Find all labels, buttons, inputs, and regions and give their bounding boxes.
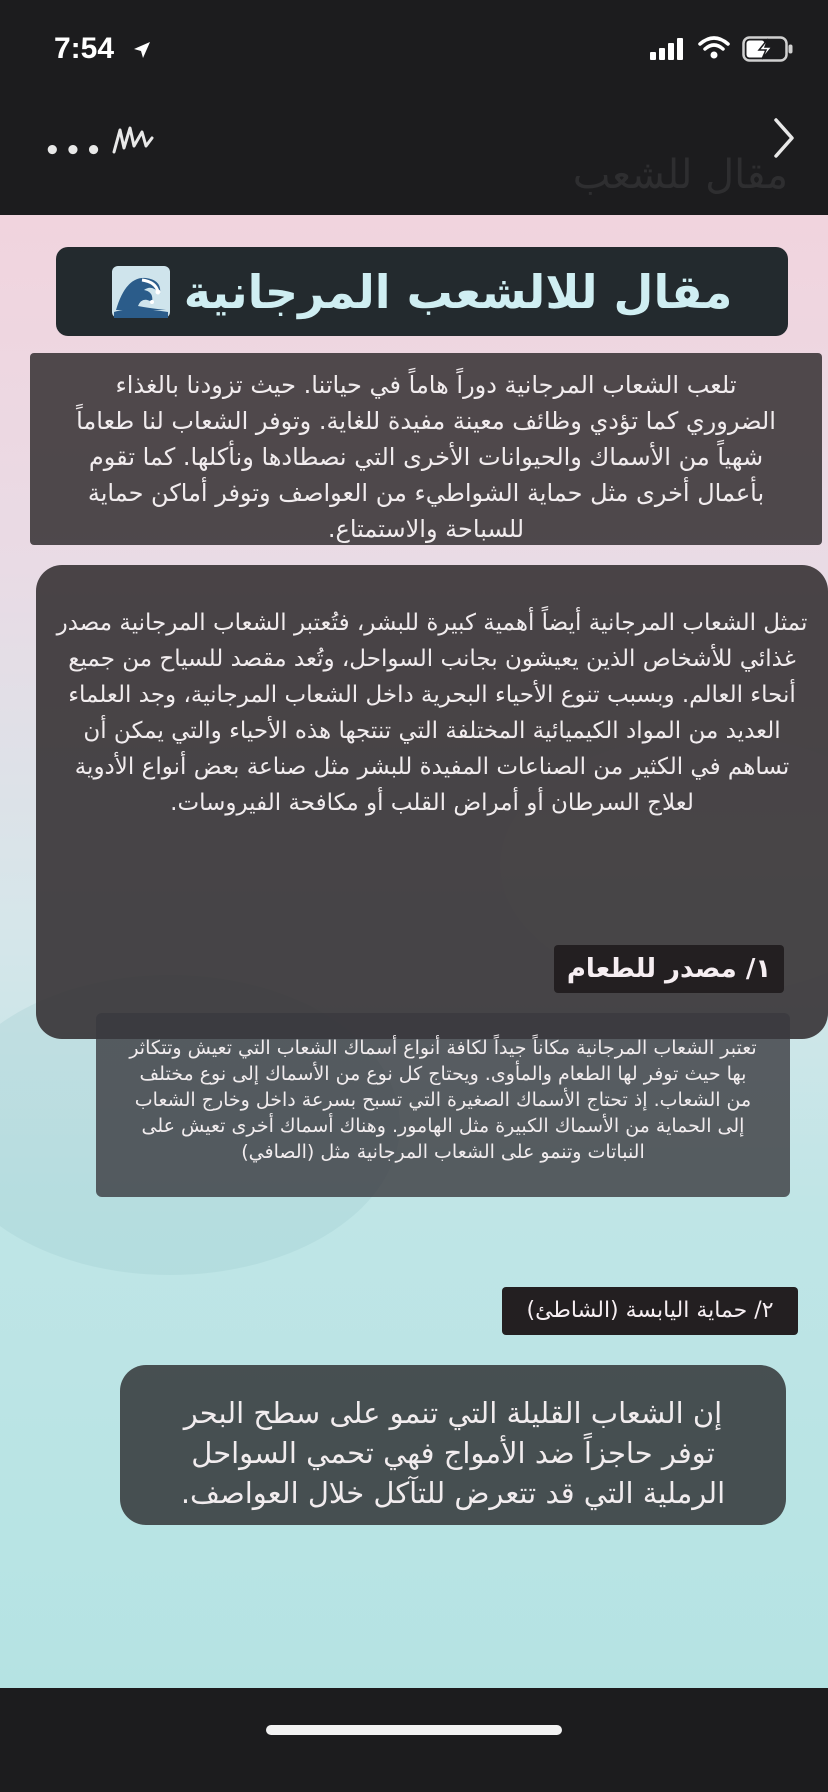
more-dots-icon[interactable]: ••• [44,136,106,166]
post-image [0,215,828,1688]
chevron-right-icon[interactable] [770,116,798,160]
article-title-box [56,247,788,336]
paragraph-3: تعتبر الشعاب المرجانية مكاناً جيداً لكافة أنواع أسماك الشعاب التي تعيش وتتكاثر بها حيث توفر لها الطعام والمأوى. ويحتاج كل نوع من الأسماك إلى نوع مختلف من الشعاب. إذ تحتاج الأسماك الصغيرة التي تسبح بسرعة داخل وخارج الشعاب إلى الحماية من الأسماك الكبيرة مثل الهامور. وهناك أسماك أخرى تعيش على النباتات وتنمو على الشعاب المرجانية مثل (الصافي) [96,1013,790,1197]
section-heading-food: ١/ مصدر للطعام [554,945,784,993]
scribble-icon[interactable] [110,122,156,158]
article-title: مقال للالشعب المرجانية [183,264,733,319]
background-title: مقال للشعب [572,152,788,198]
location-arrow-icon [132,40,152,60]
wifi-icon [698,36,730,60]
bottom-bar [0,1688,828,1792]
paragraph-4: إن الشعاب القليلة التي تنمو على سطح البحر توفر حاجزاً ضد الأمواج فهي تحمي السواحل الرملية التي قد تتعرض للتآكل خلال العواصف. [120,1365,786,1525]
status-bar [0,0,828,100]
signal-bars-icon [650,38,686,60]
paragraph-1: تلعب الشعاب المرجانية دوراً هاماً في حياتنا. حيث تزودنا بالغذاء الضروري كما تؤدي وظائف معينة مفيدة للغاية. وتوفر الشعاب لنا طعاماً شهياً من الأسماك والحيوانات الأخرى التي نصطادها ونأكلها. كما تقوم بأعمال أخرى مثل حماية الشواطيء من العواصف وتوفر أماكن حماية للسباحة والاستمتاع. [30,353,822,545]
status-time: 7:54 [54,32,115,65]
home-indicator[interactable] [266,1725,562,1735]
paragraph-2: تمثل الشعاب المرجانية أيضاً أهمية كبيرة للبشر، فتُعتبر الشعاب المرجانية مصدر غذائي للأشخاص الذين يعيشون بجانب السواحل، وتُعد مقصد للسياح من جميع أنحاء العالم. وبسبب تنوع الأحياء البحرية داخل الشعاب المرجانية، وجد العلماء العديد من المواد الكيميائية المختلفة التي تنتجها هذه الأحياء والتي يمكن أن تساهم في الكثير من الصناعات المفيدة للبشر مثل صناعة بعض أنواع الأدوية لعلاج السرطان أو أمراض القلب أو مكافحة الفيروسات. [36,565,828,1039]
battery-charging-icon [742,36,794,62]
section-heading-shore: ٢/ حماية اليابسة (الشاطئ) [502,1287,798,1335]
wave-emoji-icon [112,266,170,318]
